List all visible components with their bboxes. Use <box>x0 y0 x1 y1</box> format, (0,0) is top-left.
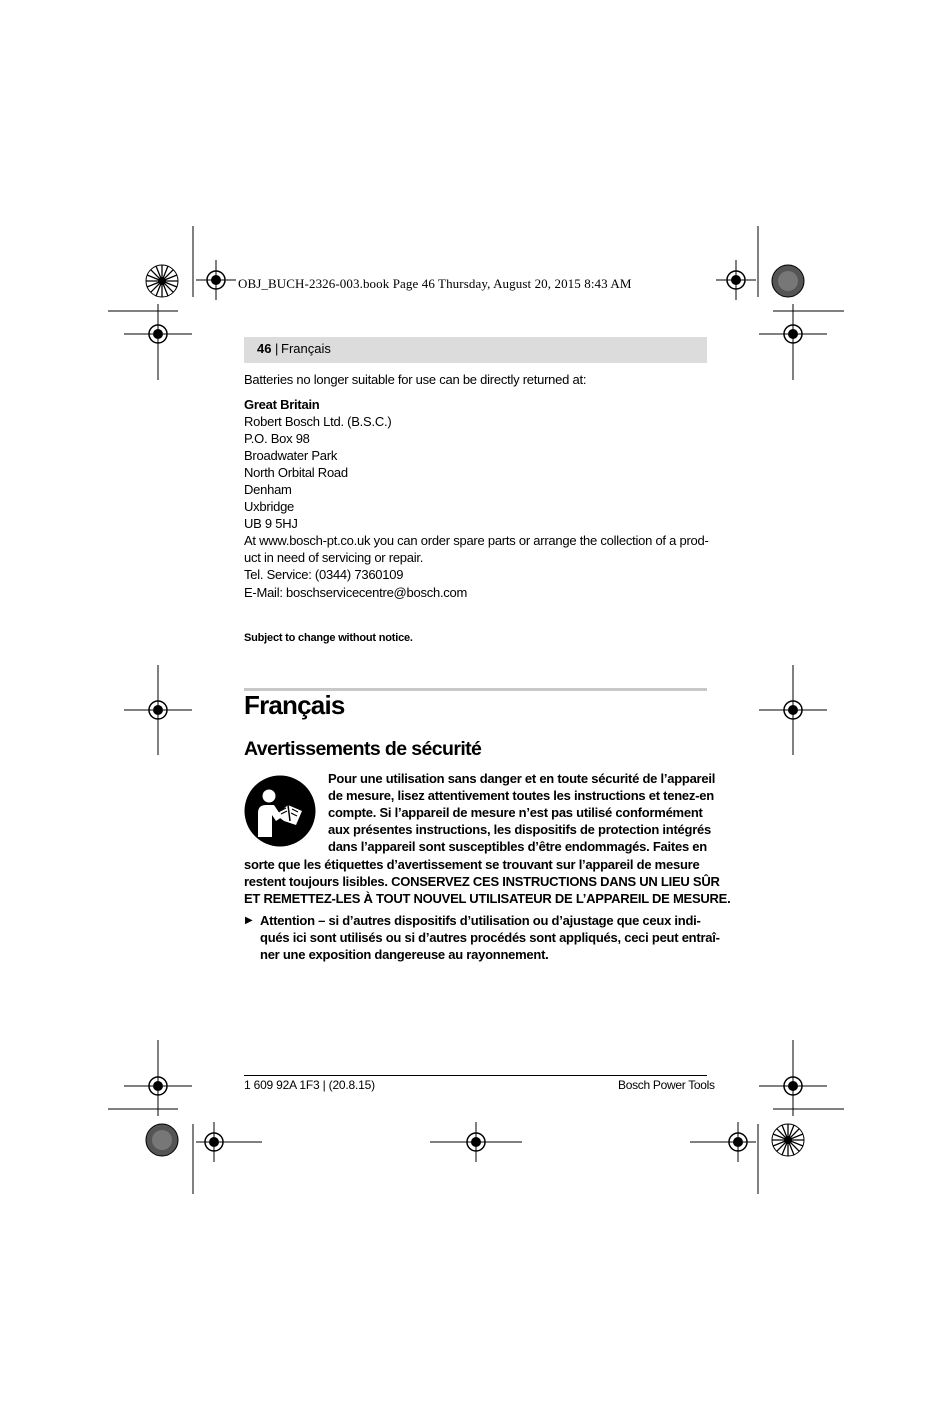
registration-mark-icon <box>124 665 192 755</box>
address-line: North Orbital Road <box>244 465 348 480</box>
address-line: Robert Bosch Ltd. (B.S.C.) <box>244 414 392 429</box>
gray-target-icon <box>771 264 805 298</box>
change-notice: Subject to change without notice. <box>244 632 413 644</box>
disposal-intro: Batteries no longer suitable for use can be directly returned at: <box>244 372 587 387</box>
registration-mark-icon <box>124 1040 192 1116</box>
registration-mark-icon <box>759 304 827 380</box>
warning-line: Pour une utilisation sans danger et en toute sécurité de l’appareil <box>328 771 716 786</box>
address-line: Denham <box>244 482 292 497</box>
registration-mark-icon <box>759 1040 827 1116</box>
section-subtitle: Avertissements de sécurité <box>244 738 482 760</box>
warning-line: ET REMETTEZ-LES À TOUT NOUVEL UTILISATEUR DE L’APPAREIL DE MESURE. <box>244 891 731 906</box>
footer-code: 1 609 92A 1F3 | (20.8.15) <box>244 1078 375 1092</box>
registration-mark-icon <box>196 260 236 300</box>
section-title: Français <box>244 690 345 720</box>
address-line: UB 9 5HJ <box>244 516 298 531</box>
warning-line: de mesure, lisez attentivement toutes les instructions et tenez-en <box>328 788 714 803</box>
registration-mark-icon <box>124 304 192 380</box>
header-separator: | <box>275 341 279 356</box>
star-target-icon <box>145 264 179 298</box>
bullet-line: qués ici sont utilisés ou si d’autres procédés sont appliqués, ceci peut entraî- <box>260 930 720 945</box>
slug-line: OBJ_BUCH-2326-003.book Page 46 Thursday, August 20, 2015 8:43 AM <box>238 276 632 291</box>
website-text: At www.bosch-pt.co.uk you can order spare parts or arrange the collection of a prod- <box>244 533 709 548</box>
tel-service: Tel. Service: (0344) 7360109 <box>244 567 404 582</box>
registration-mark-icon <box>716 260 756 300</box>
registration-mark-icon <box>196 1122 262 1162</box>
address-line: Broadwater Park <box>244 448 338 463</box>
footer-brand: Bosch Power Tools <box>618 1078 715 1092</box>
warning-line: compte. Si l’appareil de mesure n’est pas utilisé conformément <box>328 805 703 820</box>
address-line: Uxbridge <box>244 499 295 514</box>
warning-line: restent toujours lisibles. CONSERVEZ CES INSTRUCTIONS DANS UN LIEU SÛR <box>244 874 720 889</box>
warning-line: dans l’appareil sont susceptibles d’être endommagés. Faites en <box>328 839 707 854</box>
email-address: E-Mail: boschservicecentre@bosch.com <box>244 585 468 600</box>
address-line: P.O. Box 98 <box>244 431 310 446</box>
bullet-line: ner une exposition dangereuse au rayonnement. <box>260 947 549 962</box>
website-text: uct in need of servicing or repair. <box>244 550 424 565</box>
star-target-icon <box>771 1123 805 1157</box>
country-heading: Great Britain <box>244 397 320 412</box>
header-section: Français <box>281 341 331 356</box>
warning-line: sorte que les étiquettes d’avertissement se trouvant sur l’appareil de mesure <box>244 857 700 872</box>
registration-mark-icon <box>430 1122 522 1162</box>
bullet-arrow-icon: ▶ <box>245 915 253 926</box>
warning-line: aux présentes instructions, les dispositifs de protection intégrés <box>328 822 711 837</box>
page-number: 46 <box>257 341 272 356</box>
gray-target-icon <box>145 1123 179 1157</box>
registration-mark-icon <box>759 665 827 755</box>
bullet-line: Attention – si d’autres dispositifs d’utilisation ou d’ajustage que ceux indi- <box>260 913 701 928</box>
registration-mark-icon <box>690 1122 756 1162</box>
